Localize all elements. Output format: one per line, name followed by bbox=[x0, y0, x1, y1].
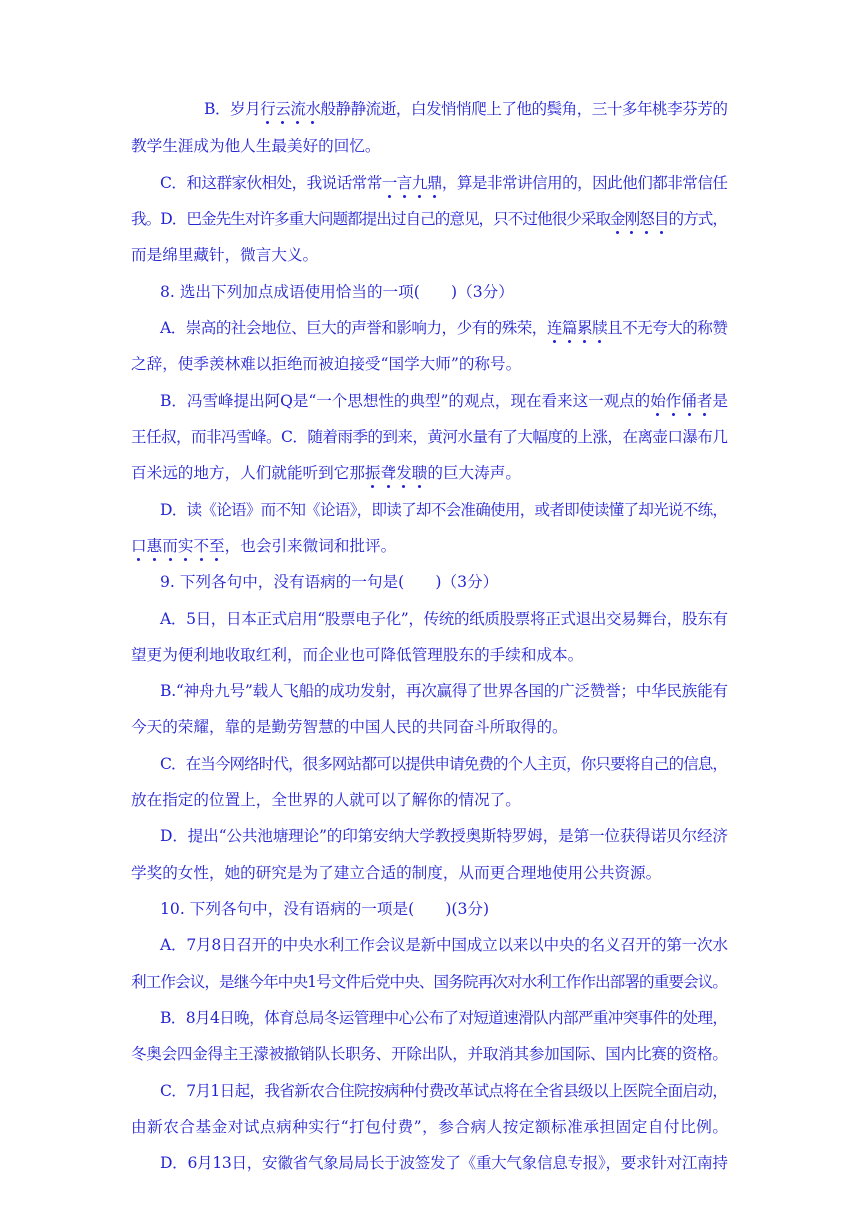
text-line bbox=[131, 463, 521, 483]
text-line bbox=[160, 681, 728, 701]
line-text: 望更为便利地收取红利，而企业也可降低管理股东的手续和成本。 bbox=[131, 646, 584, 664]
emphasis-char: 行 bbox=[260, 100, 276, 118]
line-text: D．读《论语》而不知《论语》，即读了却不会准确使用，或者即使读懂了却光说不练， bbox=[160, 501, 728, 519]
text-line bbox=[160, 1008, 727, 1028]
emphasis-char: 惠 bbox=[146, 537, 163, 555]
emphasis-char: 一 bbox=[381, 174, 397, 192]
line-text: 由新农合基金对试点病种实行“打包付费”，参合病人按定额标准承担固定自付比例。 bbox=[131, 1118, 729, 1136]
line-text: B．冯雪峰提出阿Q是“一个思想性的典型”的观点，现在看来这一观点的 bbox=[160, 392, 651, 410]
emphasis-char: 振 bbox=[364, 464, 381, 482]
text-line bbox=[131, 427, 727, 447]
line-text: B．8月4日晚，体育总局冬运管理中心公布了对短道速滑队内部严重冲突事件的处理， bbox=[160, 1009, 728, 1027]
emphasis-char: 怒 bbox=[639, 210, 654, 228]
line-text: 9. 下列各句中，没有语病的一句是( )（3分） bbox=[160, 573, 499, 591]
emphasized-idiom bbox=[131, 537, 225, 555]
emphasis-char: 俑 bbox=[681, 392, 697, 410]
emphasis-char: 聋 bbox=[380, 464, 397, 482]
emphasized-idiom bbox=[610, 210, 669, 228]
text-line bbox=[160, 609, 728, 629]
line-text: 王任叔，而非冯雪峰。C．随着雨季的到来，黄河水量有了大幅度的上涨，在离壶口瀑布几 bbox=[131, 428, 728, 446]
emphasis-char: 鼎 bbox=[426, 174, 442, 192]
emphasis-char: 至 bbox=[209, 537, 225, 555]
emphasis-char: 作 bbox=[665, 392, 682, 410]
line-text: D．提出“公共池塘理论”的印第安纳大学教授奥斯特罗姆，是第一位获得诺贝尔经济 bbox=[160, 827, 728, 845]
emphasis-char: 流 bbox=[290, 100, 306, 118]
text-line bbox=[131, 136, 381, 156]
emphasis-char: 聩 bbox=[411, 464, 428, 482]
text-line bbox=[160, 572, 498, 592]
text-line bbox=[131, 354, 521, 374]
line-text: C．7月1日起，我省新农合住院按病种付费改革试点将在全省县级以上医院全面启动， bbox=[160, 1082, 728, 1100]
emphasis-char: 而 bbox=[162, 537, 178, 555]
text-line bbox=[160, 500, 727, 520]
emphasized-idiom bbox=[650, 392, 712, 410]
line-text: 教学生涯成为他人生最美好的回忆。 bbox=[131, 137, 381, 155]
emphasized-idiom bbox=[260, 100, 320, 118]
line-text: 而是绵里藏针，微言大义。 bbox=[131, 246, 319, 264]
text-line bbox=[160, 282, 514, 302]
emphasis-char: 云 bbox=[275, 100, 291, 118]
line-text: B.“神舟九号”载人飞船的成功发射，再次赢得了世界各国的广泛赞誉；中华民族能有 bbox=[160, 682, 728, 700]
line-text: 利工作会议，是继今年中央1号文件后党中央、国务院再次对水利工作作出部署的重要会议。 bbox=[131, 973, 728, 991]
emphasis-char: 篇 bbox=[561, 319, 577, 337]
line-text: C．在当今网络时代，很多网站都可以提供申请免费的个人主页，你只要将自己的信息， bbox=[160, 755, 728, 773]
text-line bbox=[131, 717, 568, 737]
line-text: 冬奥会四金得主王濛被撤销队长职务、开除出队，并取消其参加国际、国内比赛的资格。 bbox=[131, 1045, 728, 1063]
line-text: 的巨大涛声。 bbox=[427, 464, 521, 482]
emphasis-char: 口 bbox=[131, 537, 147, 555]
text-line bbox=[160, 826, 728, 846]
line-text: 且不无夸大的称赞 bbox=[607, 319, 728, 337]
line-text: A．5日，日本正式启用“股票电子化”，传统的纸质股票将正式退出交易舞台，股东有 bbox=[160, 610, 728, 628]
line-text: 是 bbox=[712, 392, 728, 410]
emphasized-idiom bbox=[365, 464, 427, 482]
emphasis-char: 始 bbox=[650, 392, 666, 410]
emphasis-char: 九 bbox=[411, 174, 427, 192]
text-line bbox=[131, 209, 727, 229]
line-text: 百米远的地方，人们就能听到它那 bbox=[131, 464, 365, 482]
line-text: 般静静流逝，白发悄悄爬上了他的鬓角，三十多年桃李芬芳的 bbox=[320, 100, 728, 118]
text-line bbox=[131, 863, 661, 883]
emphasis-char: 连 bbox=[546, 319, 562, 337]
text-line bbox=[160, 935, 728, 955]
emphasis-char: 言 bbox=[396, 174, 412, 192]
text-line bbox=[160, 899, 489, 919]
line-text: B．岁月 bbox=[204, 100, 261, 118]
line-text: 8. 选出下列加点成语使用恰当的一项( )（3分） bbox=[160, 283, 514, 301]
text-line bbox=[160, 754, 727, 774]
text-line bbox=[204, 99, 727, 119]
emphasis-char: 者 bbox=[696, 392, 713, 410]
emphasis-char: 水 bbox=[305, 100, 321, 118]
line-text: 我。D．巴金先生对许多重大问题都提出过自己的意见，只不过他很少采取 bbox=[131, 210, 611, 228]
text-line bbox=[160, 1081, 727, 1101]
text-line bbox=[160, 318, 727, 338]
emphasis-char: 刚 bbox=[624, 210, 640, 228]
text-line bbox=[131, 1117, 729, 1137]
text-line bbox=[160, 391, 728, 411]
text-line bbox=[160, 173, 727, 193]
line-text: 放在指定的位置上，全世界的人就可以了解你的情况了。 bbox=[131, 791, 521, 809]
emphasis-char: 不 bbox=[193, 537, 210, 555]
line-text: C．和这群家伙相处，我说话常常 bbox=[160, 174, 382, 192]
line-text: A．崇高的社会地位、巨大的声誉和影响力，少有的殊荣， bbox=[160, 319, 547, 337]
emphasized-idiom bbox=[547, 319, 607, 337]
text-line bbox=[131, 536, 396, 556]
line-text: 今天的荣耀，靠的是勤劳智慧的中国人民的共同奋斗所取得的。 bbox=[131, 718, 568, 736]
emphasized-idiom bbox=[382, 174, 442, 192]
emphasis-char: 目 bbox=[653, 210, 669, 228]
text-line bbox=[131, 790, 521, 810]
line-text: ，算是非常讲信用的，因此他们都非常信任 bbox=[441, 174, 728, 192]
text-line bbox=[131, 1044, 728, 1064]
line-text: 的方式， bbox=[668, 210, 727, 228]
emphasis-char: 金 bbox=[610, 210, 625, 228]
emphasis-char: 实 bbox=[177, 537, 194, 555]
text-line bbox=[131, 972, 727, 992]
text-line bbox=[131, 245, 318, 265]
line-text: ，也会引来微词和批评。 bbox=[224, 537, 397, 555]
emphasis-char: 发 bbox=[396, 464, 412, 482]
emphasis-char: 累 bbox=[576, 319, 592, 337]
line-text: 之辞，使季羡林难以拒绝而被迫接受“国学大师”的称号。 bbox=[131, 355, 522, 373]
emphasis-char: 牍 bbox=[591, 319, 608, 337]
line-text: 学奖的女性，她的研究是为了建立合适的制度，从而更合理地使用公共资源。 bbox=[131, 864, 662, 882]
text-line bbox=[131, 645, 583, 665]
text-line bbox=[160, 1153, 728, 1173]
line-text: A．7月8日召开的中央水利工作会议是新中国成立以来以中央的名义召开的第一次水 bbox=[160, 936, 728, 954]
line-text: D．6月13日，安徽省气象局局长于波签发了《重大气象信息专报》，要求针对江南持 bbox=[160, 1154, 728, 1172]
line-text: 10. 下列各句中，没有语病的一项是( )(3分) bbox=[160, 900, 490, 918]
